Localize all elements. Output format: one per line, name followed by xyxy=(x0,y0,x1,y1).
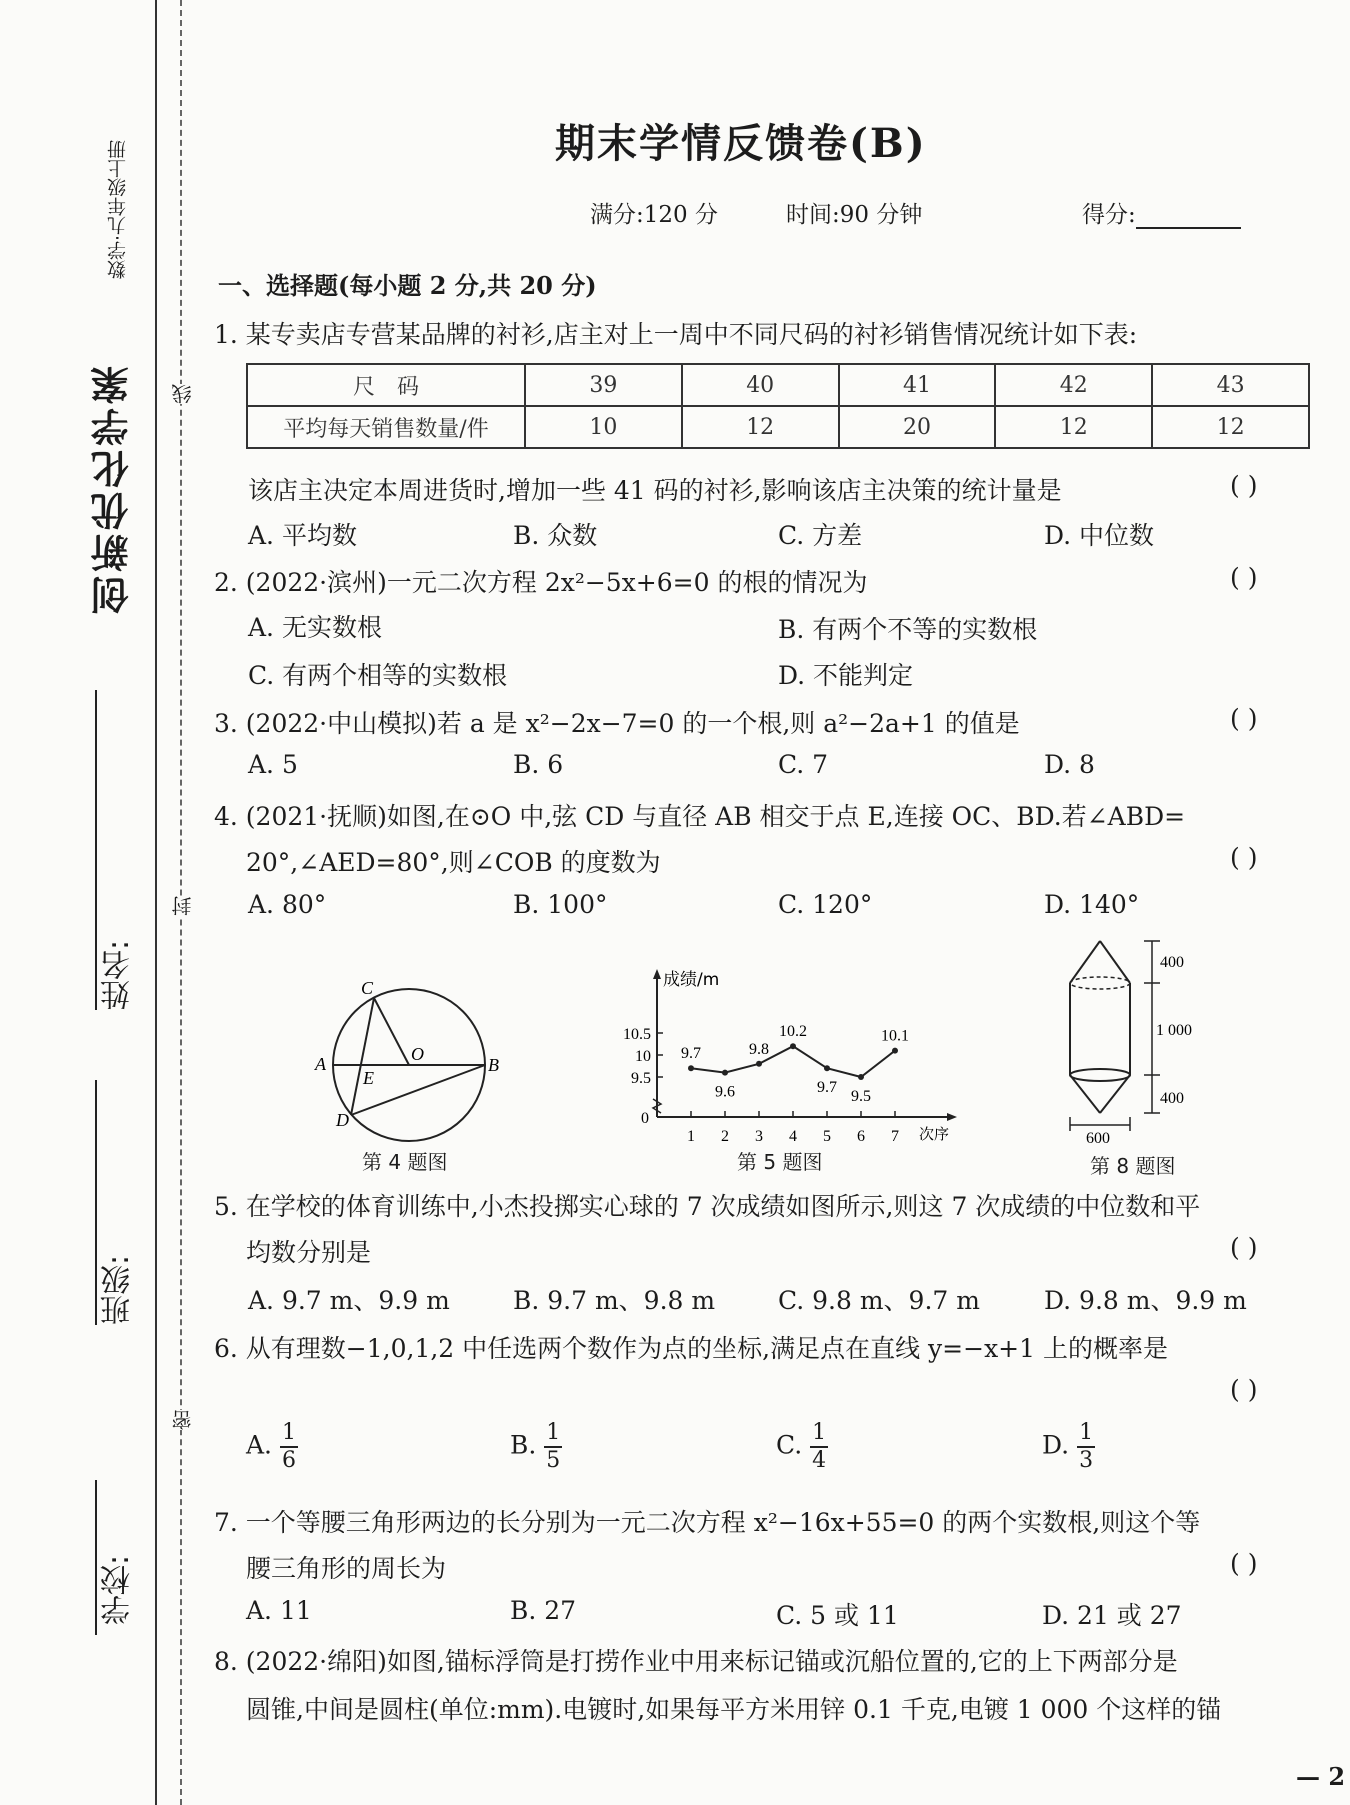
point-label-b: B xyxy=(488,1055,499,1075)
q4-line2: 20°,∠AED=80°,则∠COB 的度数为 xyxy=(246,848,661,877)
brand-logo: 创新优化学案 xyxy=(91,362,135,614)
data-label: 10.2 xyxy=(779,1023,807,1041)
q5-option-c[interactable]: C. 9.8 m、9.7 m xyxy=(778,1286,980,1315)
q5-option-a[interactable]: A. 9.7 m、9.9 m xyxy=(248,1286,450,1315)
table-cell: 12 xyxy=(682,406,839,448)
q7-option-a[interactable]: A. 11 xyxy=(246,1596,312,1625)
q7-option-b[interactable]: B. 27 xyxy=(510,1596,577,1625)
class-field[interactable] xyxy=(95,1080,141,1325)
q1-followup: 该店主决定本周进货时,增加一些 41 码的衬衫,影响该店主决策的统计量是 xyxy=(248,476,1062,505)
q4-answer-paren[interactable]: ( ) xyxy=(1230,843,1258,872)
denominator: 6 xyxy=(281,1448,296,1473)
q5-line2: 均数分别是 xyxy=(246,1238,372,1267)
numerator: 1 xyxy=(280,1420,298,1448)
series-line xyxy=(691,1046,895,1077)
table-cell: 42 xyxy=(995,364,1152,406)
chord-cd xyxy=(351,998,374,1115)
x-axis-label: 次序 xyxy=(919,1125,950,1143)
q1-option-c[interactable]: C. 方差 xyxy=(778,521,863,550)
q1-option-b[interactable]: B. 众数 xyxy=(513,521,598,550)
q3-option-a[interactable]: A. 5 xyxy=(248,750,298,779)
x-tick-label: 1 xyxy=(687,1128,695,1145)
q5-answer-paren[interactable]: ( ) xyxy=(1230,1233,1258,1262)
seal-mark-xian: 线 xyxy=(168,384,197,404)
x-tick-label: 5 xyxy=(823,1128,831,1145)
q6-option-b[interactable] xyxy=(510,1420,562,1474)
data-label: 9.6 xyxy=(715,1083,735,1101)
school-label: 学校: xyxy=(101,1554,136,1625)
numerator: 1 xyxy=(1077,1420,1095,1448)
page-title: 期末学情反馈卷(B) xyxy=(555,120,927,167)
figure-8-caption: 第 8 题图 xyxy=(1090,1154,1176,1178)
y-tick-label: 9.5 xyxy=(631,1070,651,1087)
q7-option-d[interactable]: D. 21 或 27 xyxy=(1042,1601,1182,1630)
fraction xyxy=(280,1420,298,1474)
figure-8-buoy xyxy=(1060,935,1210,1145)
seal-mark-mi: 密 xyxy=(168,1410,197,1430)
q7-answer-paren[interactable]: ( ) xyxy=(1230,1549,1258,1578)
q2-option-d[interactable]: D. 不能判定 xyxy=(778,661,914,690)
q6-stem: 6. 从有理数−1,0,1,2 中任选两个数作为点的坐标,满足点在直线 y=−x+1 上的概率是 xyxy=(214,1334,1168,1363)
segment-oc xyxy=(374,998,409,1065)
data-label: 9.5 xyxy=(851,1088,871,1105)
q3-option-c[interactable]: C. 7 xyxy=(778,750,829,779)
score-label: 得分: xyxy=(1082,202,1136,228)
data-point xyxy=(790,1043,796,1049)
q1-option-a[interactable]: A. 平均数 xyxy=(248,521,357,550)
q7-line1: 7. 一个等腰三角形两边的长分别为一元二次方程 x²−16x+55=0 的两个实数根,则这个等 xyxy=(214,1508,1201,1537)
size-sales-table xyxy=(246,363,1310,449)
x-tick-label: 2 xyxy=(721,1128,729,1145)
q5-line1: 5. 在学校的体育训练中,小杰投掷实心球的 7 次成绩如图所示,则这 7 次成绩的中位数和平 xyxy=(214,1192,1201,1221)
section-heading: 一、选择题(每小题 2 分,共 20 分) xyxy=(218,271,597,300)
q4-line1: 4. (2021·抚顺)如图,在⊙O 中,弦 CD 与直径 AB 相交于点 E,连接 OC、BD.若∠ABD= xyxy=(214,802,1186,831)
data-point xyxy=(824,1065,830,1071)
table-cell: 41 xyxy=(839,364,996,406)
option-letter: D. xyxy=(1042,1430,1070,1460)
table-cell: 39 xyxy=(525,364,682,406)
table-row xyxy=(247,364,1309,406)
buoy-top-cone-left xyxy=(1070,941,1100,983)
y-axis-label: 成绩/m xyxy=(663,970,720,990)
data-label: 9.7 xyxy=(681,1045,701,1063)
binding-line-solid xyxy=(155,0,157,1805)
table-cell: 40 xyxy=(682,364,839,406)
q2-answer-paren[interactable]: ( ) xyxy=(1230,563,1258,592)
point-label-o: O xyxy=(411,1044,424,1064)
point-label-e: E xyxy=(363,1068,374,1088)
q2-option-c[interactable]: C. 有两个相等的实数根 xyxy=(248,661,508,690)
point-label-c: C xyxy=(361,978,374,998)
data-point xyxy=(892,1048,898,1054)
seal-mark-feng: 封 xyxy=(168,896,197,916)
numerator: 1 xyxy=(544,1420,562,1448)
option-letter: C. xyxy=(776,1430,803,1460)
y-tick-label: 10 xyxy=(635,1048,651,1065)
q6-option-d[interactable] xyxy=(1042,1420,1095,1474)
dim-label-width: 600 xyxy=(1086,1130,1110,1145)
q4-option-c[interactable]: C. 120° xyxy=(778,890,873,919)
q2-option-a[interactable]: A. 无实数根 xyxy=(248,613,382,642)
q6-answer-paren[interactable]: ( ) xyxy=(1230,1375,1258,1404)
table-cell: 12 xyxy=(995,406,1152,448)
school-field[interactable] xyxy=(95,1480,141,1635)
denominator: 3 xyxy=(1079,1448,1094,1473)
q2-stem: 2. (2022·滨州)一元二次方程 2x²−5x+6=0 的根的情况为 xyxy=(214,568,868,597)
buoy-bottom-ellipse xyxy=(1070,1069,1130,1081)
q3-stem: 3. (2022·中山模拟)若 a 是 x²−2x−7=0 的一个根,则 a²−2a+1 的值是 xyxy=(214,709,1020,738)
q5-option-d[interactable]: D. 9.8 m、9.9 m xyxy=(1044,1286,1247,1315)
figure-4-caption: 第 4 题图 xyxy=(362,1150,448,1174)
x-tick-label: 7 xyxy=(891,1128,899,1145)
table-cell: 43 xyxy=(1152,364,1309,406)
x-tick-label: 4 xyxy=(789,1128,797,1145)
option-letter: B. xyxy=(510,1430,537,1460)
point-label-a: A xyxy=(315,1054,326,1074)
denominator: 5 xyxy=(546,1448,561,1473)
table-cell: 平均每天销售数量/件 xyxy=(247,406,525,448)
axis-break-icon xyxy=(653,1099,661,1113)
subject-label: 数学·九年级上册 xyxy=(107,140,129,280)
q1-option-d[interactable]: D. 中位数 xyxy=(1044,521,1155,550)
figure-5-caption: 第 5 题图 xyxy=(737,1150,823,1174)
q3-answer-paren[interactable]: ( ) xyxy=(1230,704,1258,733)
table-cell: 12 xyxy=(1152,406,1309,448)
data-point xyxy=(688,1065,694,1071)
fraction xyxy=(544,1420,562,1474)
q7-option-c[interactable]: C. 5 或 11 xyxy=(776,1601,899,1630)
q4-option-d[interactable]: D. 140° xyxy=(1044,890,1140,919)
table-cell: 20 xyxy=(839,406,996,448)
name-field[interactable] xyxy=(95,690,141,1010)
score-blank[interactable] xyxy=(1136,201,1241,229)
q7-line2: 腰三角形的周长为 xyxy=(246,1554,447,1583)
option-letter: A. xyxy=(246,1430,273,1460)
dim-label-bottom: 400 xyxy=(1160,1090,1184,1107)
q6-option-a[interactable] xyxy=(246,1420,298,1474)
y-tick-label: 0 xyxy=(641,1110,649,1127)
buoy-top-ellipse xyxy=(1070,977,1130,989)
full-score: 满分:120 分 xyxy=(590,202,718,228)
data-point xyxy=(722,1070,728,1076)
q1-answer-paren[interactable]: ( ) xyxy=(1230,471,1258,500)
q3-option-d[interactable]: D. 8 xyxy=(1044,750,1095,779)
q4-option-b[interactable]: B. 100° xyxy=(513,890,608,919)
y-axis-arrow xyxy=(653,969,661,979)
q3-option-b[interactable]: B. 6 xyxy=(513,750,564,779)
fraction xyxy=(810,1420,828,1474)
q8-line1: 8. (2022·绵阳)如图,锚标浮筒是打捞作业中用来标记锚或沉船位置的,它的上下两部分是 xyxy=(214,1647,1178,1676)
q1-stem: 1. 某专卖店专营某品牌的衬衫,店主对上一周中不同尺码的衬衫销售情况统计如下表: xyxy=(214,320,1138,349)
q6-option-c[interactable] xyxy=(776,1420,828,1474)
x-axis-arrow xyxy=(947,1113,957,1121)
data-label: 10.1 xyxy=(881,1027,909,1045)
numerator: 1 xyxy=(810,1420,828,1448)
denominator: 4 xyxy=(812,1448,827,1473)
page-number: — 2 xyxy=(1296,1762,1346,1791)
exam-time: 时间:90 分钟 xyxy=(786,202,923,228)
data-point xyxy=(756,1061,762,1067)
score-field[interactable] xyxy=(1082,196,1241,229)
fraction xyxy=(1077,1420,1095,1474)
figure-5-line-chart xyxy=(605,965,965,1145)
q5-option-b[interactable]: B. 9.7 m、9.8 m xyxy=(513,1286,716,1315)
data-label: 9.8 xyxy=(749,1040,769,1058)
x-tick-label: 6 xyxy=(857,1128,865,1145)
y-tick-label: 10.5 xyxy=(623,1026,651,1043)
class-label: 班级: xyxy=(101,1254,136,1325)
table-row xyxy=(247,406,1309,448)
data-label: 9.7 xyxy=(817,1079,837,1097)
q8-line2: 圆锥,中间是圆柱(单位:mm).电镀时,如果每平方米用锌 0.1 千克,电镀 1 000 个这样的锚 xyxy=(246,1695,1222,1724)
point-label-d: D xyxy=(336,1110,349,1130)
dim-label-top: 400 xyxy=(1160,954,1184,971)
dim-label-middle: 1 000 xyxy=(1156,1022,1192,1039)
name-label: 姓名: xyxy=(101,939,136,1010)
q2-option-b[interactable]: B. 有两个不等的实数根 xyxy=(778,615,1038,644)
table-cell: 10 xyxy=(525,406,682,448)
data-point xyxy=(858,1074,864,1080)
q4-option-a[interactable]: A. 80° xyxy=(248,890,327,919)
table-cell: 尺 码 xyxy=(247,364,525,406)
x-tick-label: 3 xyxy=(755,1128,763,1145)
figure-4-circle xyxy=(310,975,510,1145)
